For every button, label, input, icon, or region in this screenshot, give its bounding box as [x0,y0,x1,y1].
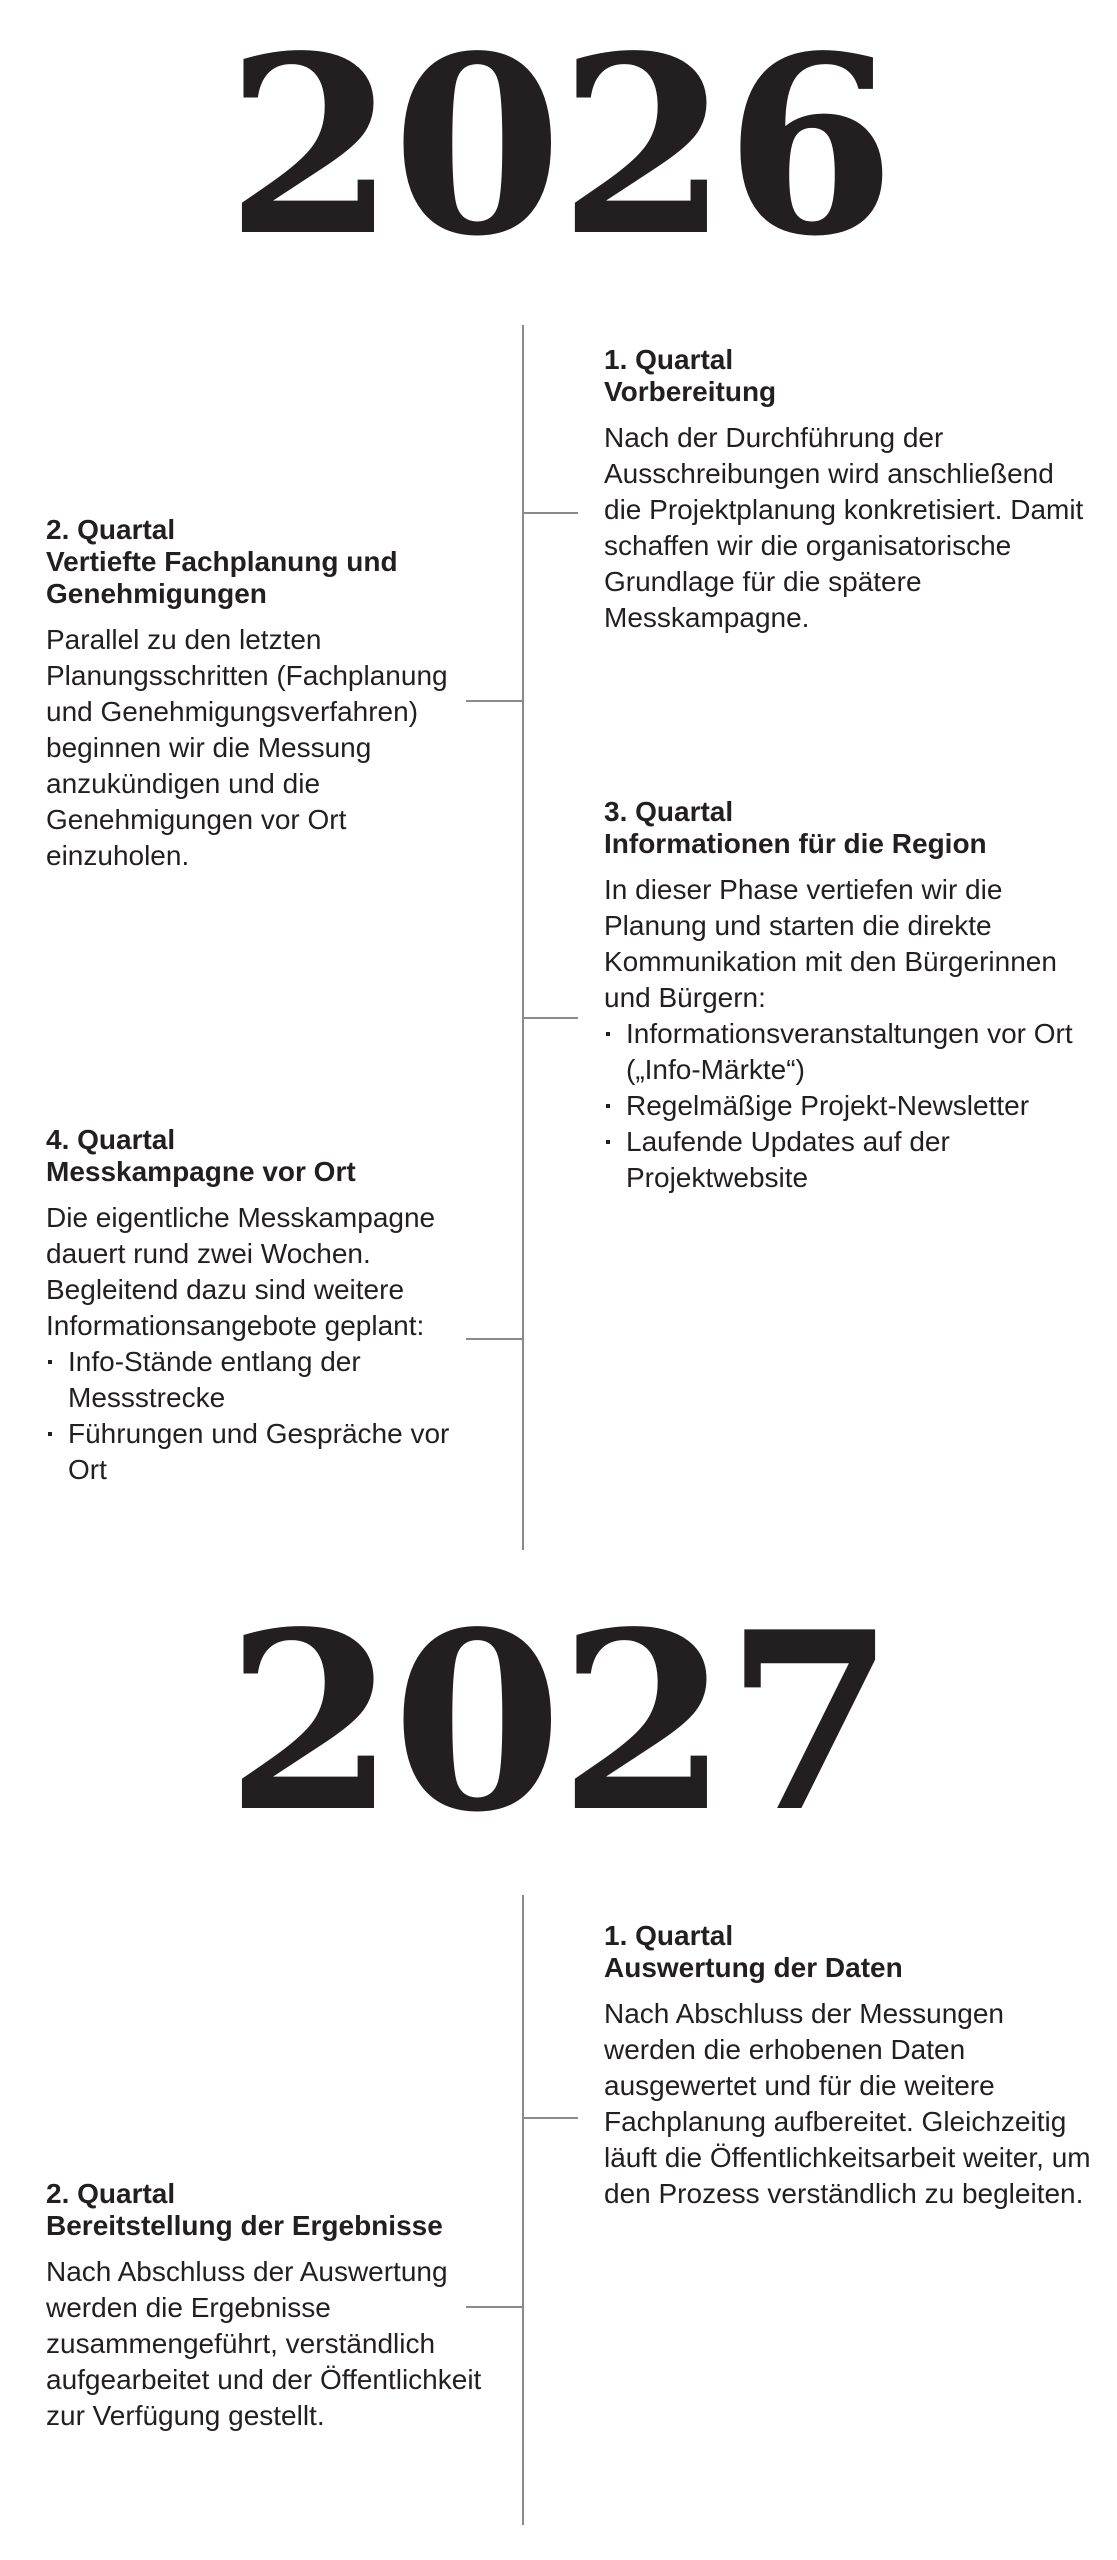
bullet-list [46,1344,486,1488]
quarter-label: 1. Quartal [604,1920,734,1951]
quarter-label: 2. Quartal [46,514,176,545]
entry-text: Nach Abschluss der Messungen werden die erhobenen Daten ausgewertet und für die weitere Fachplanung aufbereitet. Gleichzeitig läuft die Öffentlichkeitsarbeit weiter, um den Prozess verständlich zu begleiten. [604,1998,1091,2209]
bullet-item: Laufende Updates auf der Projektwebsite [604,1124,1104,1196]
timeline-connector-q1 [522,512,578,514]
quarter-label: 4. Quartal [46,1124,176,1155]
entry-heading [46,514,466,610]
year-heading-2026: 2026 [225,2,892,290]
entry-heading [604,344,1094,408]
timeline-entry-2026-q1 [604,344,1094,636]
timeline-axis-2026 [522,325,524,1550]
year-heading-2027: 2027 [225,1578,892,1866]
bullet-item: Regelmäßige Projekt-Newsletter [604,1088,1104,1124]
timeline-entry-2026-q2 [46,514,466,874]
entry-title: Messkampagne vor Ort [46,1156,356,1187]
timeline-axis-2027 [522,1895,524,2525]
bullet-item: Führungen und Gespräche vor Ort [46,1416,486,1488]
bullet-item: Info-Stände entlang der Messstrecke [46,1344,486,1416]
timeline-connector-2027-q1 [522,2117,578,2119]
timeline-entry-2026-q3 [604,796,1104,1196]
entry-title: Informationen für die Region [604,828,987,859]
quarter-label: 1. Quartal [604,344,734,375]
entry-text: Die eigentliche Messkampagne dauert rund zwei Wochen. Begleitend dazu sind weitere Informationsangebote geplant: [46,1202,436,1341]
timeline-entry-2027-q1 [604,1920,1094,2212]
entry-text: Nach der Durchführung der Ausschreibungen wird anschließend die Projektplanung konkretisiert. Damit schaffen wir die organisatorische Grundlage für die spätere Messkampagne. [604,422,1084,633]
quarter-label: 2. Quartal [46,2178,176,2209]
entry-title: Bereitstellung der Ergebnisse [46,2210,443,2241]
entry-heading [604,796,1104,860]
entry-text: Nach Abschluss der Auswertung werden die Ergebnisse zusammengeführt, verständlich aufgearbeitet und der Öffentlichkeit zur Verfügung gestellt. [46,2256,482,2431]
timeline-connector-q3 [522,1017,578,1019]
timeline-connector-q2 [466,700,522,702]
entry-heading [604,1920,1094,1984]
bullet-list [604,1016,1104,1196]
timeline-entry-2027-q2 [46,2178,496,2434]
entry-title: Auswertung der Daten [604,1952,903,1983]
quarter-label: 3. Quartal [604,796,734,827]
entry-title: Vorbereitung [604,376,777,407]
timeline-entry-2026-q4 [46,1124,486,1488]
entry-heading [46,1124,486,1188]
entry-heading [46,2178,496,2242]
bullet-item: Informationsveranstaltungen vor Ort („Info-Märkte“) [604,1016,1104,1088]
entry-text: Parallel zu den letzten Planungsschritten (Fachplanung und Genehmigungsverfahren) beginnen wir die Messung anzukündigen und die Genehmigungen vor Ort einzuholen. [46,624,448,871]
entry-title: Vertiefte Fachplanung und Genehmigungen [46,546,398,609]
entry-text: In dieser Phase vertiefen wir die Planung und starten die direkte Kommunikation mit den Bürgerinnen und Bürgern: [604,874,1057,1013]
